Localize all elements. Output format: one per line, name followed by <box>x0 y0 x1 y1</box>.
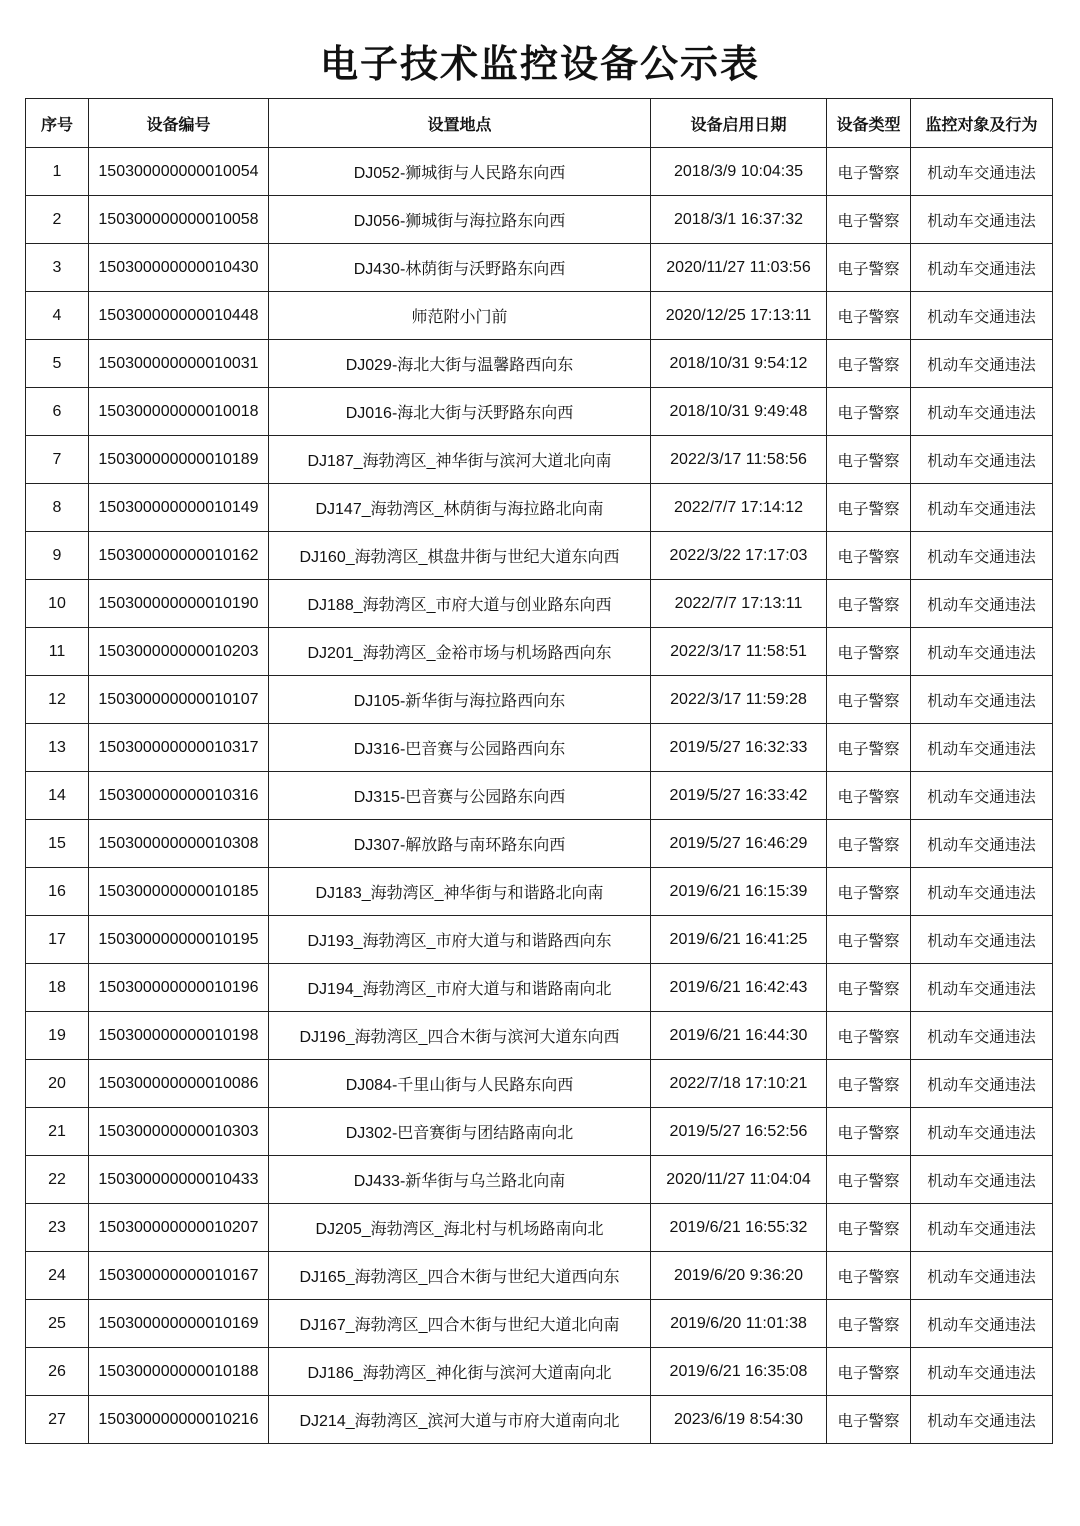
cell-monitor-target: 机动车交通违法 <box>911 1012 1053 1060</box>
cell-index: 19 <box>26 1012 89 1060</box>
cell-monitor-target: 机动车交通违法 <box>911 388 1053 436</box>
cell-start-date: 2019/6/21 16:42:43 <box>651 964 827 1012</box>
table-row <box>26 1300 1053 1348</box>
cell-location: DJ160_海勃湾区_棋盘井街与世纪大道东向西 <box>269 532 651 580</box>
cell-device-id: 150300000000010018 <box>89 388 269 436</box>
cell-index: 1 <box>26 148 89 196</box>
cell-index: 18 <box>26 964 89 1012</box>
cell-device-id: 150300000000010188 <box>89 1348 269 1396</box>
cell-monitor-target: 机动车交通违法 <box>911 1108 1053 1156</box>
cell-device-id: 150300000000010433 <box>89 1156 269 1204</box>
cell-location: DJ056-狮城街与海拉路东向西 <box>269 196 651 244</box>
cell-device-id: 150300000000010031 <box>89 340 269 388</box>
cell-index: 9 <box>26 532 89 580</box>
cell-monitor-target: 机动车交通违法 <box>911 964 1053 1012</box>
cell-index: 23 <box>26 1204 89 1252</box>
cell-location: DJ302-巴音赛街与团结路南向北 <box>269 1108 651 1156</box>
cell-index: 14 <box>26 772 89 820</box>
cell-monitor-target: 机动车交通违法 <box>911 820 1053 868</box>
cell-monitor-target: 机动车交通违法 <box>911 868 1053 916</box>
cell-monitor-target: 机动车交通违法 <box>911 1060 1053 1108</box>
cell-device-type: 电子警察 <box>827 916 911 964</box>
table-row <box>26 436 1053 484</box>
cell-index: 24 <box>26 1252 89 1300</box>
cell-device-type: 电子警察 <box>827 1300 911 1348</box>
cell-index: 15 <box>26 820 89 868</box>
cell-start-date: 2022/7/18 17:10:21 <box>651 1060 827 1108</box>
cell-start-date: 2022/3/17 11:58:51 <box>651 628 827 676</box>
cell-device-id: 150300000000010086 <box>89 1060 269 1108</box>
cell-index: 27 <box>26 1396 89 1444</box>
cell-device-type: 电子警察 <box>827 244 911 292</box>
table-row <box>26 1204 1053 1252</box>
cell-device-id: 150300000000010316 <box>89 772 269 820</box>
table-row <box>26 532 1053 580</box>
cell-index: 3 <box>26 244 89 292</box>
cell-index: 11 <box>26 628 89 676</box>
cell-start-date: 2018/10/31 9:49:48 <box>651 388 827 436</box>
cell-location: DJ307-解放路与南环路东向西 <box>269 820 651 868</box>
cell-location: DJ194_海勃湾区_市府大道与和谐路南向北 <box>269 964 651 1012</box>
cell-monitor-target: 机动车交通违法 <box>911 244 1053 292</box>
cell-device-id: 150300000000010317 <box>89 724 269 772</box>
cell-index: 25 <box>26 1300 89 1348</box>
cell-device-type: 电子警察 <box>827 1396 911 1444</box>
cell-device-id: 150300000000010185 <box>89 868 269 916</box>
table-row <box>26 340 1053 388</box>
cell-start-date: 2023/6/19 8:54:30 <box>651 1396 827 1444</box>
table-row <box>26 1348 1053 1396</box>
cell-start-date: 2019/5/27 16:46:29 <box>651 820 827 868</box>
cell-start-date: 2019/6/20 11:01:38 <box>651 1300 827 1348</box>
cell-index: 17 <box>26 916 89 964</box>
cell-index: 4 <box>26 292 89 340</box>
header-device-id: 设备编号 <box>89 99 269 148</box>
table-row <box>26 1156 1053 1204</box>
cell-device-id: 150300000000010189 <box>89 436 269 484</box>
cell-index: 2 <box>26 196 89 244</box>
cell-start-date: 2019/5/27 16:33:42 <box>651 772 827 820</box>
cell-location: DJ205_海勃湾区_海北村与机场路南向北 <box>269 1204 651 1252</box>
cell-monitor-target: 机动车交通违法 <box>911 580 1053 628</box>
page-title: 电子技术监控设备公示表 <box>319 44 760 86</box>
cell-device-type: 电子警察 <box>827 436 911 484</box>
cell-device-type: 电子警察 <box>827 1108 911 1156</box>
table-row <box>26 580 1053 628</box>
cell-location: DJ315-巴音赛与公园路东向西 <box>269 772 651 820</box>
cell-device-id: 150300000000010107 <box>89 676 269 724</box>
cell-device-id: 150300000000010203 <box>89 628 269 676</box>
cell-device-type: 电子警察 <box>827 580 911 628</box>
cell-start-date: 2022/3/17 11:59:28 <box>651 676 827 724</box>
cell-location: DJ105-新华街与海拉路西向东 <box>269 676 651 724</box>
cell-monitor-target: 机动车交通违法 <box>911 1348 1053 1396</box>
cell-device-type: 电子警察 <box>827 868 911 916</box>
cell-location: DJ214_海勃湾区_滨河大道与市府大道南向北 <box>269 1396 651 1444</box>
cell-index: 7 <box>26 436 89 484</box>
cell-monitor-target: 机动车交通违法 <box>911 628 1053 676</box>
cell-start-date: 2019/5/27 16:52:56 <box>651 1108 827 1156</box>
cell-device-id: 150300000000010149 <box>89 484 269 532</box>
cell-device-type: 电子警察 <box>827 292 911 340</box>
cell-start-date: 2022/7/7 17:14:12 <box>651 484 827 532</box>
cell-index: 21 <box>26 1108 89 1156</box>
table-row <box>26 1012 1053 1060</box>
cell-index: 26 <box>26 1348 89 1396</box>
table-row <box>26 916 1053 964</box>
cell-location: DJ029-海北大街与温馨路西向东 <box>269 340 651 388</box>
cell-monitor-target: 机动车交通违法 <box>911 1204 1053 1252</box>
header-index: 序号 <box>26 99 89 148</box>
table-row <box>26 964 1053 1012</box>
cell-monitor-target: 机动车交通违法 <box>911 340 1053 388</box>
table-row <box>26 724 1053 772</box>
cell-device-type: 电子警察 <box>827 1348 911 1396</box>
table-row <box>26 244 1053 292</box>
cell-device-id: 150300000000010196 <box>89 964 269 1012</box>
cell-location: 师范附小门前 <box>269 292 651 340</box>
cell-device-type: 电子警察 <box>827 1156 911 1204</box>
cell-device-id: 150300000000010308 <box>89 820 269 868</box>
cell-monitor-target: 机动车交通违法 <box>911 148 1053 196</box>
cell-location: DJ183_海勃湾区_神华街与和谐路北向南 <box>269 868 651 916</box>
header-start-date: 设备启用日期 <box>651 99 827 148</box>
cell-device-type: 电子警察 <box>827 628 911 676</box>
header-monitor-target: 监控对象及行为 <box>911 99 1053 148</box>
cell-device-type: 电子警察 <box>827 148 911 196</box>
cell-device-type: 电子警察 <box>827 964 911 1012</box>
table-row <box>26 772 1053 820</box>
cell-device-id: 150300000000010195 <box>89 916 269 964</box>
header-device-type: 设备类型 <box>827 99 911 148</box>
cell-start-date: 2019/6/21 16:35:08 <box>651 1348 827 1396</box>
cell-device-id: 150300000000010162 <box>89 532 269 580</box>
table-row <box>26 1396 1053 1444</box>
cell-start-date: 2022/3/22 17:17:03 <box>651 532 827 580</box>
cell-device-type: 电子警察 <box>827 1060 911 1108</box>
cell-location: DJ316-巴音赛与公园路西向东 <box>269 724 651 772</box>
cell-start-date: 2020/11/27 11:03:56 <box>651 244 827 292</box>
cell-monitor-target: 机动车交通违法 <box>911 772 1053 820</box>
table-row <box>26 148 1053 196</box>
table-row <box>26 292 1053 340</box>
cell-start-date: 2020/11/27 11:04:04 <box>651 1156 827 1204</box>
table-row <box>26 820 1053 868</box>
cell-location: DJ016-海北大街与沃野路东向西 <box>269 388 651 436</box>
cell-device-type: 电子警察 <box>827 1012 911 1060</box>
cell-device-id: 150300000000010190 <box>89 580 269 628</box>
cell-index: 12 <box>26 676 89 724</box>
cell-monitor-target: 机动车交通违法 <box>911 1300 1053 1348</box>
cell-device-type: 电子警察 <box>827 532 911 580</box>
cell-monitor-target: 机动车交通违法 <box>911 676 1053 724</box>
table-row <box>26 1060 1053 1108</box>
cell-device-type: 电子警察 <box>827 820 911 868</box>
cell-monitor-target: 机动车交通违法 <box>911 1396 1053 1444</box>
cell-start-date: 2022/3/17 11:58:56 <box>651 436 827 484</box>
cell-device-type: 电子警察 <box>827 724 911 772</box>
cell-location: DJ187_海勃湾区_神华街与滨河大道北向南 <box>269 436 651 484</box>
cell-device-type: 电子警察 <box>827 196 911 244</box>
table-row <box>26 628 1053 676</box>
cell-monitor-target: 机动车交通违法 <box>911 196 1053 244</box>
cell-location: DJ433-新华街与乌兰路北向南 <box>269 1156 651 1204</box>
cell-device-id: 150300000000010198 <box>89 1012 269 1060</box>
cell-device-type: 电子警察 <box>827 1252 911 1300</box>
cell-location: DJ196_海勃湾区_四合木街与滨河大道东向西 <box>269 1012 651 1060</box>
cell-device-id: 150300000000010448 <box>89 292 269 340</box>
table-row <box>26 1252 1053 1300</box>
table-row <box>26 484 1053 532</box>
cell-device-type: 电子警察 <box>827 1204 911 1252</box>
cell-index: 13 <box>26 724 89 772</box>
header-location: 设置地点 <box>269 99 651 148</box>
cell-start-date: 2018/3/1 16:37:32 <box>651 196 827 244</box>
cell-device-id: 150300000000010430 <box>89 244 269 292</box>
cell-start-date: 2019/6/21 16:44:30 <box>651 1012 827 1060</box>
table-row <box>26 676 1053 724</box>
cell-monitor-target: 机动车交通违法 <box>911 532 1053 580</box>
cell-location: DJ165_海勃湾区_四合木街与世纪大道西向东 <box>269 1252 651 1300</box>
cell-device-id: 150300000000010054 <box>89 148 269 196</box>
cell-device-id: 150300000000010058 <box>89 196 269 244</box>
cell-start-date: 2022/7/7 17:13:11 <box>651 580 827 628</box>
table-row <box>26 388 1053 436</box>
cell-index: 16 <box>26 868 89 916</box>
cell-device-type: 电子警察 <box>827 340 911 388</box>
table-body <box>26 148 1053 1444</box>
cell-location: DJ167_海勃湾区_四合木街与世纪大道北向南 <box>269 1300 651 1348</box>
cell-monitor-target: 机动车交通违法 <box>911 916 1053 964</box>
cell-device-type: 电子警察 <box>827 484 911 532</box>
cell-start-date: 2019/5/27 16:32:33 <box>651 724 827 772</box>
cell-device-id: 150300000000010216 <box>89 1396 269 1444</box>
table-row <box>26 868 1053 916</box>
cell-location: DJ147_海勃湾区_林荫街与海拉路北向南 <box>269 484 651 532</box>
cell-index: 10 <box>26 580 89 628</box>
cell-start-date: 2018/3/9 10:04:35 <box>651 148 827 196</box>
cell-location: DJ052-狮城街与人民路东向西 <box>269 148 651 196</box>
cell-location: DJ188_海勃湾区_市府大道与创业路东向西 <box>269 580 651 628</box>
cell-monitor-target: 机动车交通违法 <box>911 292 1053 340</box>
table-header-row <box>26 99 1053 148</box>
cell-device-type: 电子警察 <box>827 388 911 436</box>
cell-device-id: 150300000000010303 <box>89 1108 269 1156</box>
table-row <box>26 196 1053 244</box>
cell-location: DJ430-林荫街与沃野路东向西 <box>269 244 651 292</box>
cell-location: DJ193_海勃湾区_市府大道与和谐路西向东 <box>269 916 651 964</box>
cell-index: 8 <box>26 484 89 532</box>
device-table <box>25 98 1053 1444</box>
cell-start-date: 2018/10/31 9:54:12 <box>651 340 827 388</box>
cell-start-date: 2020/12/25 17:13:11 <box>651 292 827 340</box>
cell-location: DJ186_海勃湾区_神化街与滨河大道南向北 <box>269 1348 651 1396</box>
cell-location: DJ084-千里山街与人民路东向西 <box>269 1060 651 1108</box>
cell-monitor-target: 机动车交通违法 <box>911 1156 1053 1204</box>
cell-index: 22 <box>26 1156 89 1204</box>
cell-monitor-target: 机动车交通违法 <box>911 436 1053 484</box>
cell-start-date: 2019/6/21 16:15:39 <box>651 868 827 916</box>
cell-monitor-target: 机动车交通违法 <box>911 724 1053 772</box>
cell-device-type: 电子警察 <box>827 676 911 724</box>
cell-start-date: 2019/6/21 16:55:32 <box>651 1204 827 1252</box>
cell-start-date: 2019/6/20 9:36:20 <box>651 1252 827 1300</box>
cell-index: 20 <box>26 1060 89 1108</box>
cell-start-date: 2019/6/21 16:41:25 <box>651 916 827 964</box>
cell-device-id: 150300000000010167 <box>89 1252 269 1300</box>
cell-device-type: 电子警察 <box>827 772 911 820</box>
cell-monitor-target: 机动车交通违法 <box>911 484 1053 532</box>
cell-location: DJ201_海勃湾区_金裕市场与机场路西向东 <box>269 628 651 676</box>
cell-monitor-target: 机动车交通违法 <box>911 1252 1053 1300</box>
cell-device-id: 150300000000010169 <box>89 1300 269 1348</box>
cell-device-id: 150300000000010207 <box>89 1204 269 1252</box>
table-row <box>26 1108 1053 1156</box>
cell-index: 6 <box>26 388 89 436</box>
cell-index: 5 <box>26 340 89 388</box>
